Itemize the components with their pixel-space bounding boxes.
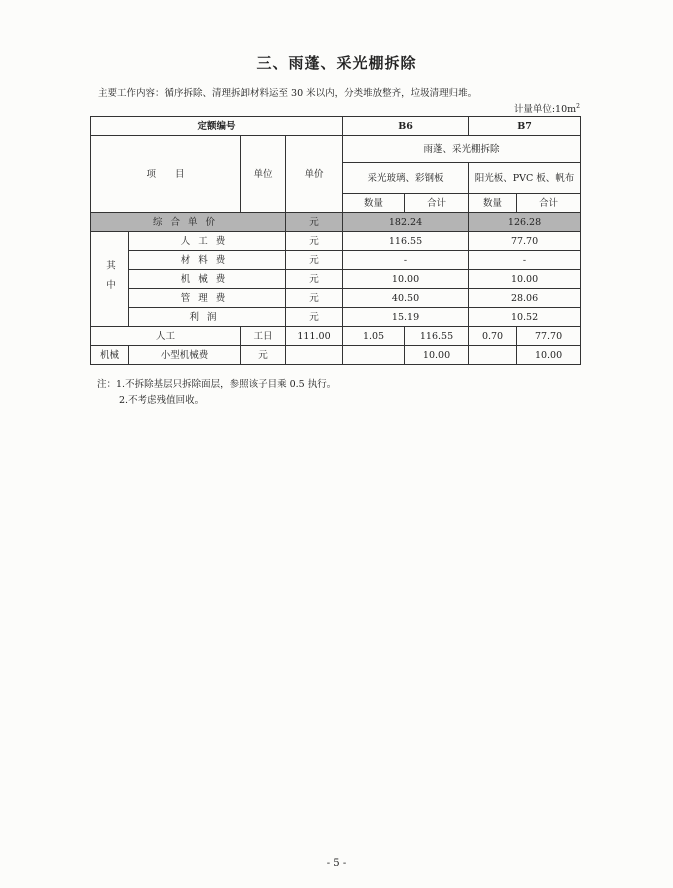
labor-b7-qty: 0.70 [469,327,517,346]
measurement-unit-superscript: 2 [576,102,580,110]
breakdown-label: 管理费 [129,289,286,308]
page-number: - 5 - [326,858,347,869]
machine-name: 小型机械费 [129,346,241,365]
breakdown-row [91,289,581,308]
breakdown-group-label: 其中 [91,232,129,327]
labor-b7-total: 77.70 [517,327,581,346]
breakdown-b6: 116.55 [343,232,469,251]
breakdown-unit: 元 [286,308,343,327]
breakdown-row [91,232,581,251]
section-title: 三、雨蓬、采光棚拆除 [256,54,417,72]
machine-b6-total: 10.00 [405,346,469,365]
machine-b7-total: 10.00 [517,346,581,365]
summary-b6: 182.24 [343,213,469,232]
subitem-b6: 采光玻璃、彩钢板 [343,163,469,194]
breakdown-label: 机械费 [129,270,286,289]
breakdown-unit: 元 [286,232,343,251]
machine-category: 机械 [91,346,129,365]
machine-price [286,346,343,365]
breakdown-b7: 10.52 [469,308,581,327]
summary-row [91,213,581,232]
breakdown-label: 材料费 [129,251,286,270]
labor-b6-qty: 1.05 [343,327,405,346]
machine-b7-qty [469,346,517,365]
summary-unit: 元 [286,213,343,232]
labor-price: 111.00 [286,327,343,346]
breakdown-unit: 元 [286,289,343,308]
breakdown-unit: 元 [286,251,343,270]
machine-row [91,346,581,365]
breakdown-row [91,308,581,327]
breakdown-unit: 元 [286,270,343,289]
breakdown-b7: - [469,251,581,270]
breakdown-b6: 10.00 [343,270,469,289]
qty-header-b7: 数量 [469,194,517,213]
header-item: 项 目 [91,136,241,213]
breakdown-row [91,251,581,270]
header-row-code [91,117,581,136]
breakdown-label: 利润 [129,308,286,327]
breakdown-b7: 77.70 [469,232,581,251]
group-name: 雨蓬、采光棚拆除 [343,136,581,163]
header-price: 单价 [286,136,343,213]
header-row-group [91,136,581,163]
labor-row [91,327,581,346]
note-line: 2.不考虑残值回收。 [119,395,205,406]
machine-unit: 元 [241,346,286,365]
quota-table [90,116,581,365]
measurement-unit-text: 计量单位:10m [513,104,577,115]
header-code: 定额编号 [91,117,343,136]
breakdown-b7: 10.00 [469,270,581,289]
notes [97,377,336,409]
summary-b7: 126.28 [469,213,581,232]
header-unit: 单位 [241,136,286,213]
labor-b6-total: 116.55 [405,327,469,346]
subitem-b7: 阳光板、PVC 板、帆布 [469,163,581,194]
machine-b6-qty [343,346,405,365]
labor-unit: 工日 [241,327,286,346]
measurement-unit [470,101,580,115]
labor-name: 人工 [91,327,241,346]
breakdown-b6: - [343,251,469,270]
breakdown-label: 人工费 [129,232,286,251]
summary-label: 综合单价 [91,213,286,232]
note-line: 注：1.不拆除基层只拆除面层，参照该子目乘 0.5 执行。 [97,379,337,390]
total-header-b7: 合计 [517,194,581,213]
breakdown-b6: 40.50 [343,289,469,308]
work-content-intro: 主要工作内容：循序拆除、清理拆卸材料运至 30 米以内，分类堆放整齐，垃圾清理归堆。 [98,88,478,99]
code-b6: B6 [343,117,469,136]
breakdown-b7: 28.06 [469,289,581,308]
breakdown-b6: 15.19 [343,308,469,327]
qty-header-b6: 数量 [343,194,405,213]
breakdown-row [91,270,581,289]
code-b7: B7 [469,117,581,136]
total-header-b6: 合计 [405,194,469,213]
